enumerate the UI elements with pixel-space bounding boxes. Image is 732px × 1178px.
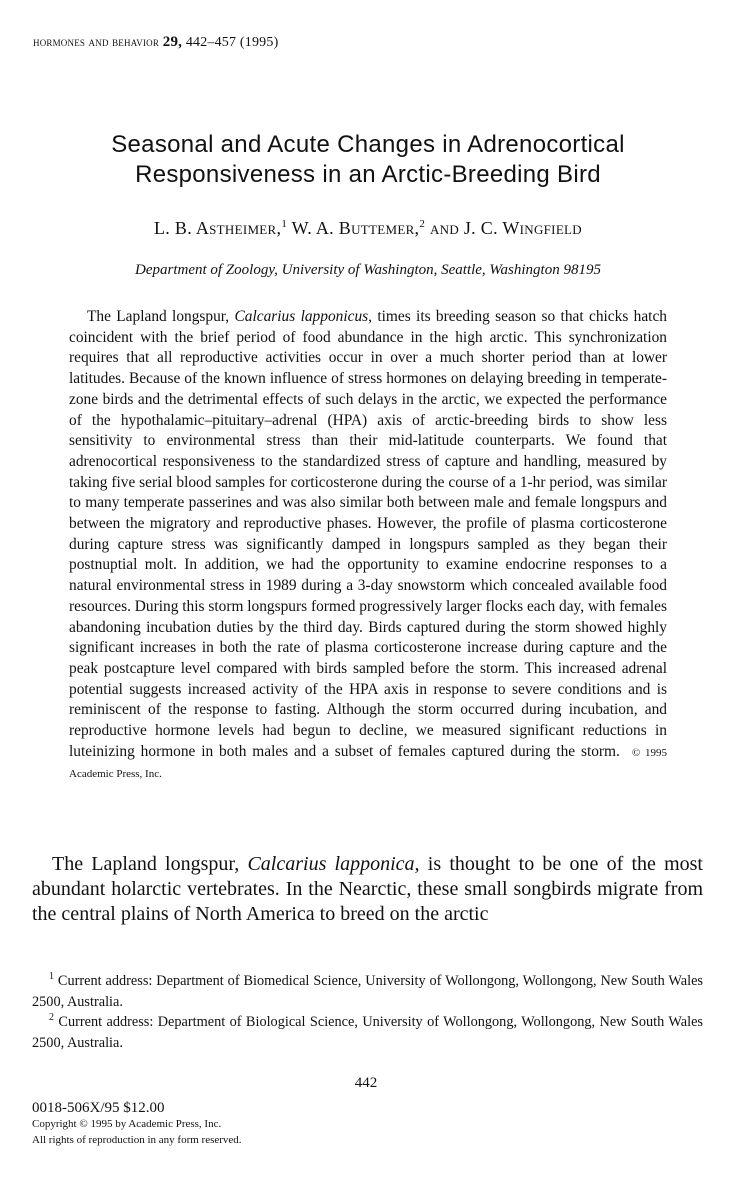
page-number: 442 <box>354 1075 378 1091</box>
copyright-line: Copyright © 1995 by Academic Press, Inc. <box>32 1118 222 1130</box>
volume-number: 29, <box>162 34 183 50</box>
title-line-2: Responsiveness in an Arctic-Breeding Bird <box>135 161 601 188</box>
publication-info <box>32 1099 242 1148</box>
abstract-copyright: © 1995 Academic Press, Inc. <box>69 746 667 781</box>
footnote-2-mark: 2 <box>49 1012 54 1024</box>
issn-price: 0018-506X/95 $12.00 <box>32 1100 165 1116</box>
running-head <box>33 34 278 51</box>
page-range-year: 442–457 (1995) <box>185 35 279 50</box>
abstract-paragraph <box>69 307 667 785</box>
body-text <box>32 852 703 927</box>
footnotes <box>32 971 703 1053</box>
body-species-name: Calcarius lapponica, <box>247 853 420 875</box>
author-list <box>40 218 696 239</box>
footnote-2-text: Current address: Department of Biological Science, University of Wollongong, Wollongong, New South Wales 2500, Australia. <box>32 1014 703 1051</box>
abstract-species-name: Calcarius lapponicus, <box>234 308 372 325</box>
rights-line: All rights of reproduction in any form reserved. <box>32 1133 242 1146</box>
body-continuation: is thought to be one of the most abundant holarctic vertebrates. In the Nearctic, these small songbirds migrate from the central plains of North America to breed on the arctic <box>32 853 703 925</box>
footnote-1-text: Current address: Department of Biomedical Science, University of Wollongong, Wollongong, New South Wales 2500, Australia. <box>32 973 703 1010</box>
footnote-1-mark: 1 <box>49 971 54 983</box>
author-1: L. B. Astheimer, <box>154 218 282 238</box>
author-1-footnote-mark: 1 <box>281 218 288 230</box>
body-lead: The Lapland longspur, <box>52 853 248 875</box>
footnote-2 <box>32 1012 703 1053</box>
title-line-1: Seasonal and Acute Changes in Adrenocortical <box>111 131 625 158</box>
journal-name: hormones and behavior <box>33 34 160 49</box>
affiliation: Department of Zoology, University of Washington, Seattle, Washington 98195 <box>135 262 601 278</box>
author-2-footnote-mark: 2 <box>419 218 426 230</box>
author-connector: and <box>429 218 460 238</box>
abstract <box>69 307 667 785</box>
body-paragraph <box>32 852 703 927</box>
author-2: W. A. Buttemer, <box>291 218 420 238</box>
article-title <box>40 130 696 190</box>
author-3: J. C. Wingfield <box>463 218 582 238</box>
footnote-1 <box>32 971 703 1012</box>
abstract-body: times its breeding season so that chicks hatch coincident with the brief period of food abundance in the high arctic. This synchronization requires that all reproductive activities occur in over a much shorter period than at lower latitudes. Because of the known influence of stress hormones on delaying breeding in temperate-zone birds and the detrimental effects of such delays in the arctic, we expected the performance of the hypothalamic–pituitary–adrenal (HPA) axis of arctic-breeding birds to show less sensitivity to environmental stress than their mid-latitude counterparts. We found that adrenocortical responsiveness to the standardized stress of capture and handling, measured by taking five serial blood samples for corticosterone during the course of a 1-hr period, was similar to many temperate passerines and was also similar both between male and female longspurs and between the migratory and reproductive phases. However, the profile of plasma corticosterone during capture stress was significantly damped in longspurs sampled as they began their postnuptial molt. In addition, we had the opportunity to examine endocrine responses to a natural environmental stress in 1989 during a 3-day snowstorm which concealed available food resources. During this storm longspurs formed progressively larger flocks each day, with females abandoning incubation duties by the third day. Birds captured during the storm showed highly significant increases in both the rate of plasma corticosterone increase during capture and the peak postcapture level compared with birds sampled before the storm. This increased adrenal potential suggests increased activity of the HPA axis in response to severe conditions and is reminiscent of the response to fasting. Although the storm occurred during incubation, and reproductive hormone levels had begun to decline, we measured significant reductions in luteinizing hormone in both males and a subset of females captured during the storm. <box>69 308 667 760</box>
abstract-lead: The Lapland longspur, <box>87 308 235 325</box>
